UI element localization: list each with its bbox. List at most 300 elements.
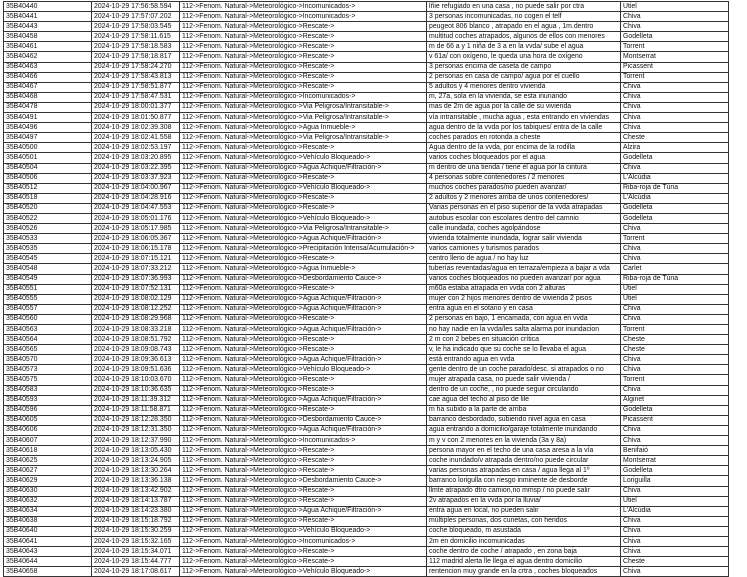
table-row: [4, 557, 729, 567]
incident-type-cell: 112->Fenom. Natural->Meteorológico->Rescate->: [180, 143, 427, 153]
table-row: [4, 234, 729, 244]
timestamp-cell: 2024-10-29 18:09:51.636: [92, 365, 180, 375]
table-row: [4, 436, 729, 446]
municipality-cell: Riba-roja de Túria: [621, 274, 729, 284]
timestamp-cell: 2024-10-29 18:13:05.430: [92, 446, 180, 456]
municipality-cell: Utiel: [621, 294, 729, 304]
incident-type-cell: 112->Fenom. Natural->Meteorológico->Via Peligrosa/Intransitable->: [180, 133, 427, 143]
table-row: [4, 375, 729, 385]
incident-id-cell: 35B40548: [4, 264, 92, 274]
description-cell: entra agua en el sotano y en casa: [427, 304, 621, 314]
timestamp-cell: 2024-10-29 18:08:02.129: [92, 294, 180, 304]
incident-id-cell: 35B40462: [4, 52, 92, 62]
timestamp-cell: 2024-10-29 18:12:31.350: [92, 425, 180, 435]
description-cell: coche inundado/v atrapada dentro/no puede circular: [427, 456, 621, 466]
table-row: [4, 395, 729, 405]
description-cell: mujer atrapada casa, no puede salir vivienda /: [427, 375, 621, 385]
timestamp-cell: 2024-10-29 17:58:18.817: [92, 52, 180, 62]
timestamp-cell: 2024-10-29 18:17:08.617: [92, 567, 180, 577]
timestamp-cell: 2024-10-29 18:08:12.252: [92, 304, 180, 314]
timestamp-cell: 2024-10-29 18:04:28.916: [92, 193, 180, 203]
table-row: [4, 567, 729, 577]
municipality-cell: Riba-roja de Túria: [621, 183, 729, 193]
municipality-cell: L'Alcúdia: [621, 173, 729, 183]
description-cell: calle inundada, coches agolpándose: [427, 224, 621, 234]
municipality-cell: Chiva: [621, 82, 729, 92]
description-cell: tuberías reventadas/agua en terraza/empieza a bajar a vda: [427, 264, 621, 274]
table-row: [4, 304, 729, 314]
incident-type-cell: 112->Fenom. Natural->Meteorológico->Incomunicados->: [180, 92, 427, 102]
incident-type-cell: 112->Fenom. Natural->Meteorológico->Rescate->: [180, 466, 427, 476]
timestamp-cell: 2024-10-29 18:02:53.197: [92, 143, 180, 153]
timestamp-cell: 2024-10-29 18:15:30.259: [92, 526, 180, 536]
table-row: [4, 446, 729, 456]
incident-id-cell: 35B40512: [4, 183, 92, 193]
description-cell: 2 personas en bajo, 1 encamada, con agua en vvda: [427, 314, 621, 324]
municipality-cell: Cheste: [621, 335, 729, 345]
incident-id-cell: 35B40526: [4, 224, 92, 234]
timestamp-cell: 2024-10-29 18:03:37.923: [92, 173, 180, 183]
table-row: [4, 213, 729, 223]
description-cell: mujer con 2 hijos menores dentro de vivienda 2 pisos: [427, 294, 621, 304]
municipality-cell: Chiva: [621, 102, 729, 112]
timestamp-cell: 2024-10-29 18:04:47.553: [92, 203, 180, 213]
timestamp-cell: 2024-10-29 18:09:08.743: [92, 345, 180, 355]
municipality-cell: Chiva: [621, 254, 729, 264]
incident-type-cell: 112->Fenom. Natural->Meteorológico->Rescate->: [180, 42, 427, 52]
timestamp-cell: 2024-10-29 18:03:20.895: [92, 153, 180, 163]
municipality-cell: Godelleta: [621, 466, 729, 476]
municipality-cell: Chiva: [621, 304, 729, 314]
municipality-cell: Chiva: [621, 12, 729, 22]
table-row: [4, 405, 729, 415]
incident-type-cell: 112->Fenom. Natural->Meteorológico->Rescate->: [180, 385, 427, 395]
description-cell: vía intransitable , mucha agua , esta entrando en viviendas: [427, 113, 621, 123]
incident-id-cell: 35B40501: [4, 153, 92, 163]
description-cell: muchos coches parados/no pueden avanzar/: [427, 183, 621, 193]
table-row: [4, 314, 729, 324]
incident-id-cell: 35B40549: [4, 274, 92, 284]
incident-type-cell: 112->Fenom. Natural->Meteorológico->Incomunicados->: [180, 2, 427, 12]
incident-type-cell: 112->Fenom. Natural->Meteorológico->Agua Achique/Filtración->: [180, 506, 427, 516]
incident-id-cell: 35B40629: [4, 476, 92, 486]
incident-id-cell: 35B40605: [4, 415, 92, 425]
municipality-cell: Chiva: [621, 365, 729, 375]
incident-id-cell: 35B40564: [4, 335, 92, 345]
timestamp-cell: 2024-10-29 18:02:41.558: [92, 133, 180, 143]
description-cell: varias personas atrapadas en casa / agua llega al 1º: [427, 466, 621, 476]
incident-id-cell: 35B40518: [4, 193, 92, 203]
incident-type-cell: 112->Fenom. Natural->Meteorológico->Vehículo Bloqueado->: [180, 213, 427, 223]
municipality-cell: Utiel: [621, 284, 729, 294]
municipality-cell: Godelleta: [621, 213, 729, 223]
incident-id-cell: 35B40461: [4, 42, 92, 52]
table-row: [4, 12, 729, 22]
timestamp-cell: 2024-10-29 18:06:05.367: [92, 234, 180, 244]
timestamp-cell: 2024-10-29 18:02:39.308: [92, 123, 180, 133]
incident-type-cell: 112->Fenom. Natural->Meteorológico->Rescate->: [180, 456, 427, 466]
timestamp-cell: 2024-10-29 18:03:22.395: [92, 163, 180, 173]
table-row: [4, 173, 729, 183]
table-row: [4, 224, 729, 234]
timestamp-cell: 2024-10-29 18:07:36.993: [92, 274, 180, 284]
description-cell: m ha subido a la parte de arriba: [427, 405, 621, 415]
incident-id-cell: 35B40497: [4, 133, 92, 143]
incident-id-cell: 35B40593: [4, 395, 92, 405]
incident-type-cell: 112->Fenom. Natural->Meteorológico->Rescate->: [180, 345, 427, 355]
description-cell: agua dentro de la vvda por los tabiques/ entra de la calle: [427, 123, 621, 133]
municipality-cell: Alginet: [621, 395, 729, 405]
incident-id-cell: 35B40478: [4, 102, 92, 112]
incident-type-cell: 112->Fenom. Natural->Meteorológico->Rescate->: [180, 446, 427, 456]
description-cell: centro lleno de agua / no hay luz: [427, 254, 621, 264]
timestamp-cell: 2024-10-29 18:10:03.670: [92, 375, 180, 385]
table-row: [4, 254, 729, 264]
municipality-cell: L'Alcúdia: [621, 193, 729, 203]
timestamp-cell: 2024-10-29 18:09:36.613: [92, 355, 180, 365]
description-cell: mas de 2m de agua por la calle de su vivienda: [427, 102, 621, 112]
description-cell: agua entrando a domicilio/garaje totalmente inundando: [427, 425, 621, 435]
table-row: [4, 355, 729, 365]
incident-type-cell: 112->Fenom. Natural->Meteorológico->Agua Achique/Filtración->: [180, 294, 427, 304]
municipality-cell: Torrent: [621, 42, 729, 52]
description-cell: coche dentro de coche / atrapado , en zona baja: [427, 547, 621, 557]
table-row: [4, 345, 729, 355]
timestamp-cell: 2024-10-29 18:15:44.777: [92, 557, 180, 567]
incident-id-cell: 35B40443: [4, 22, 92, 32]
timestamp-cell: 2024-10-29 18:11:39.312: [92, 395, 180, 405]
timestamp-cell: 2024-10-29 18:10:36.635: [92, 385, 180, 395]
table-row: [4, 244, 729, 254]
timestamp-cell: 2024-10-29 17:58:51.877: [92, 82, 180, 92]
incident-id-cell: 35B40458: [4, 32, 92, 42]
table-row: [4, 516, 729, 526]
incident-type-cell: 112->Fenom. Natural->Meteorológico->Vehículo Bloqueado->: [180, 567, 427, 577]
municipality-cell: Chiva: [621, 567, 729, 577]
description-cell: m y v con 2 menores en la vivienda (3a y 8a): [427, 436, 621, 446]
table-row: [4, 82, 729, 92]
table-row: [4, 335, 729, 345]
incident-id-cell: 35B40565: [4, 345, 92, 355]
description-cell: 2 m con 2 bebes en situación crítica: [427, 335, 621, 345]
municipality-cell: Chiva: [621, 516, 729, 526]
description-cell: rentencion muy grande en la crtra , coches bloqueados: [427, 567, 621, 577]
description-cell: barranco lorigulla con riesgo inminente de desborde: [427, 476, 621, 486]
table-row: [4, 536, 729, 546]
description-cell: peugeot 806 blanco , atrapado en el agua , 1m.dentro: [427, 22, 621, 32]
municipality-cell: Torrent: [621, 72, 729, 82]
incident-id-cell: 35B40632: [4, 496, 92, 506]
municipality-cell: Loriguilla: [621, 476, 729, 486]
incident-type-cell: 112->Fenom. Natural->Meteorológico->Rescate->: [180, 193, 427, 203]
incident-id-cell: 35B40463: [4, 62, 92, 72]
incident-type-cell: 112->Fenom. Natural->Meteorológico->Rescate->: [180, 62, 427, 72]
timestamp-cell: 2024-10-29 18:15:18.792: [92, 516, 180, 526]
municipality-cell: Chiva: [621, 355, 729, 365]
timestamp-cell: 2024-10-29 18:00:01.377: [92, 102, 180, 112]
incident-id-cell: 35B40618: [4, 446, 92, 456]
incident-type-cell: 112->Fenom. Natural->Meteorológico->Rescate->: [180, 516, 427, 526]
timestamp-cell: 2024-10-29 18:01:50.877: [92, 113, 180, 123]
description-cell: v, le ha indicado que su coche se lo llevaba el agua: [427, 345, 621, 355]
table-row: [4, 284, 729, 294]
timestamp-cell: 2024-10-29 17:58:24.270: [92, 62, 180, 72]
timestamp-cell: 2024-10-29 18:14:23.380: [92, 506, 180, 516]
timestamp-cell: 2024-10-29 18:05:01.176: [92, 213, 180, 223]
incident-id-cell: 35B40533: [4, 234, 92, 244]
description-cell: 2m en domicilio incomunicadas: [427, 536, 621, 546]
description-cell: lñie refugiado en una casa , no puede salir por ctra: [427, 2, 621, 12]
municipality-cell: L'Alcúdia: [621, 506, 729, 516]
incident-id-cell: 35B40535: [4, 244, 92, 254]
description-cell: m de 66 a y 1 niña de 3 a en la vvda/ sube el agua: [427, 42, 621, 52]
municipality-cell: Chiva: [621, 385, 729, 395]
incident-type-cell: 112->Fenom. Natural->Meteorológico->Rescate->: [180, 254, 427, 264]
incident-type-cell: 112->Fenom. Natural->Meteorológico->Vehículo Bloqueado->: [180, 526, 427, 536]
timestamp-cell: 2024-10-29 18:04:00.967: [92, 183, 180, 193]
incident-id-cell: 35B40467: [4, 82, 92, 92]
table-row: [4, 476, 729, 486]
incident-table: [3, 1, 729, 577]
table-row: [4, 163, 729, 173]
municipality-cell: Godelleta: [621, 153, 729, 163]
incident-id-cell: 35B40583: [4, 385, 92, 395]
description-cell: no hay nadie en la vvda/les salta alarma por inundacion: [427, 325, 621, 335]
incident-type-cell: 112->Fenom. Natural->Meteorológico->Via Peligrosa/Intransitable->: [180, 102, 427, 112]
table-row: [4, 425, 729, 435]
timestamp-cell: 2024-10-29 18:13:42.902: [92, 486, 180, 496]
incident-table-body: [4, 2, 729, 577]
description-cell: múltiples personas, dos cunetas, con heridos: [427, 516, 621, 526]
timestamp-cell: 2024-10-29 18:12:28.350: [92, 415, 180, 425]
incident-type-cell: 112->Fenom. Natural->Meteorológico->Rescate->: [180, 486, 427, 496]
incident-id-cell: 35B40466: [4, 72, 92, 82]
incident-type-cell: 112->Fenom. Natural->Meteorológico->Vehículo Bloqueado->: [180, 183, 427, 193]
table-row: [4, 547, 729, 557]
description-cell: m dentro de una tienda / tiene el agua por la cintura: [427, 163, 621, 173]
table-row: [4, 486, 729, 496]
timestamp-cell: 2024-10-29 18:13:30.264: [92, 466, 180, 476]
municipality-cell: Torrent: [621, 375, 729, 385]
description-cell: vivienda totalmente inundada, lograr salir vivienda: [427, 234, 621, 244]
table-row: [4, 365, 729, 375]
municipality-cell: Godelleta: [621, 203, 729, 213]
incident-type-cell: 112->Fenom. Natural->Meteorológico->Agua Achique/Filtración->: [180, 325, 427, 335]
incident-id-cell: 35B40570: [4, 355, 92, 365]
incident-id-cell: 35B40596: [4, 405, 92, 415]
incident-id-cell: 35B40640: [4, 526, 92, 536]
description-cell: 3 personas encima de caseta de campo: [427, 62, 621, 72]
incident-type-cell: 112->Fenom. Natural->Meteorológico->Rescate->: [180, 314, 427, 324]
description-cell: multitud coches atrapados, algunos de ellos con menores: [427, 32, 621, 42]
timestamp-cell: 2024-10-29 18:12:37.990: [92, 436, 180, 446]
table-row: [4, 526, 729, 536]
incident-type-cell: 112->Fenom. Natural->Meteorológico->Rescate->: [180, 284, 427, 294]
description-cell: persona mayor en el techo de una casa aresa a la vía: [427, 446, 621, 456]
table-row: [4, 2, 729, 12]
description-cell: 112 madrid alerta lle llega el agua dentro domicilio: [427, 557, 621, 567]
table-row: [4, 22, 729, 32]
incident-id-cell: 35B40520: [4, 203, 92, 213]
table-row: [4, 42, 729, 52]
description-cell: varios camiones y turismos parados: [427, 244, 621, 254]
incident-type-cell: 112->Fenom. Natural->Meteorológico->Desbordamiento Cauce->: [180, 274, 427, 284]
municipality-cell: Godelleta: [621, 405, 729, 415]
table-row: [4, 52, 729, 62]
incident-type-cell: 112->Fenom. Natural->Meteorológico->Agua Achique/Filtración->: [180, 425, 427, 435]
incident-id-cell: 35B40557: [4, 304, 92, 314]
incident-id-cell: 35B40504: [4, 163, 92, 173]
table-row: [4, 264, 729, 274]
incident-type-cell: 112->Fenom. Natural->Meteorológico->Incomunicados->: [180, 12, 427, 22]
municipality-cell: Chiva: [621, 244, 729, 254]
description-cell: varios coches bloqueados por el agua: [427, 153, 621, 163]
municipality-cell: Cheste: [621, 557, 729, 567]
incident-type-cell: 112->Fenom. Natural->Meteorológico->Agua Inmueble->: [180, 123, 427, 133]
table-row: [4, 123, 729, 133]
municipality-cell: Godelleta: [621, 32, 729, 42]
municipality-cell: Chiva: [621, 314, 729, 324]
table-row: [4, 102, 729, 112]
description-cell: m, 27a, sola en la vivienda, se esta inunando: [427, 92, 621, 102]
incident-type-cell: 112->Fenom. Natural->Meteorológico->Agua Achique/Filtración->: [180, 163, 427, 173]
table-row: [4, 325, 729, 335]
description-cell: coche bloqueado, m asustada: [427, 526, 621, 536]
incident-type-cell: 112->Fenom. Natural->Meteorológico->Rescate->: [180, 335, 427, 345]
description-cell: autobus escolar con escolares dentro del camnio: [427, 213, 621, 223]
table-row: [4, 385, 729, 395]
timestamp-cell: 2024-10-29 18:13:36.138: [92, 476, 180, 486]
incident-type-cell: 112->Fenom. Natural->Meteorológico->Vehículo Bloqueado->: [180, 365, 427, 375]
municipality-cell: Utiel: [621, 2, 729, 12]
incident-id-cell: 35B40545: [4, 254, 92, 264]
incident-id-cell: 35B40607: [4, 436, 92, 446]
incident-type-cell: 112->Fenom. Natural->Meteorológico->Desbordamiento Cauce->: [180, 476, 427, 486]
municipality-cell: Benifaió: [621, 446, 729, 456]
municipality-cell: Carlet: [621, 264, 729, 274]
table-row: [4, 113, 729, 123]
timestamp-cell: 2024-10-29 18:07:33.212: [92, 264, 180, 274]
incident-type-cell: 112->Fenom. Natural->Meteorológico->Rescate->: [180, 52, 427, 62]
incident-id-cell: 35B40551: [4, 284, 92, 294]
incident-id-cell: 35B40638: [4, 516, 92, 526]
incident-id-cell: 35B40634: [4, 506, 92, 516]
table-row: [4, 32, 729, 42]
municipality-cell: Chiva: [621, 224, 729, 234]
description-cell: está entrando agua en vvda: [427, 355, 621, 365]
table-row: [4, 193, 729, 203]
timestamp-cell: 2024-10-29 18:06:15.178: [92, 244, 180, 254]
incident-type-cell: 112->Fenom. Natural->Meteorológico->Via Peligrosa/Intransitable->: [180, 113, 427, 123]
timestamp-cell: 2024-10-29 17:56:58.594: [92, 2, 180, 12]
description-cell: cae agua del techo al piso de lile: [427, 395, 621, 405]
description-cell: m60a estaba atrapada en vvda con 2 alturas: [427, 284, 621, 294]
table-row: [4, 72, 729, 82]
description-cell: 2 personas en casa de campo/ agua por el cuello: [427, 72, 621, 82]
description-cell: 3 personas incomunicadas, no cogen el telf: [427, 12, 621, 22]
incident-id-cell: 35B40506: [4, 173, 92, 183]
incident-id-cell: 35B40468: [4, 92, 92, 102]
municipality-cell: Montserrat: [621, 52, 729, 62]
description-cell: coches parados en rotonda a cheste: [427, 133, 621, 143]
table-row: [4, 143, 729, 153]
municipality-cell: Torrent: [621, 325, 729, 335]
municipality-cell: Montserrat: [621, 456, 729, 466]
municipality-cell: Cheste: [621, 133, 729, 143]
municipality-cell: Chiva: [621, 486, 729, 496]
incident-type-cell: 112->Fenom. Natural->Meteorológico->Rescate->: [180, 405, 427, 415]
municipality-cell: Picassent: [621, 415, 729, 425]
description-cell: dentro de un coche, , no puede seguir circulando: [427, 385, 621, 395]
incident-id-cell: 35B40440: [4, 2, 92, 12]
description-cell: 5 adultos y 4 menores dentro vivienda: [427, 82, 621, 92]
table-row: [4, 294, 729, 304]
incident-id-cell: 35B40627: [4, 466, 92, 476]
municipality-cell: Torrent: [621, 234, 729, 244]
incident-id-cell: 35B40641: [4, 536, 92, 546]
timestamp-cell: 2024-10-29 17:58:43.813: [92, 72, 180, 82]
description-cell: 4 personas sobre contenedores / 2 menores: [427, 173, 621, 183]
incident-id-cell: 35B40555: [4, 294, 92, 304]
table-row: [4, 203, 729, 213]
table-row: [4, 62, 729, 72]
timestamp-cell: 2024-10-29 18:08:29.968: [92, 314, 180, 324]
incident-type-cell: 112->Fenom. Natural->Meteorológico->Rescate->: [180, 22, 427, 32]
timestamp-cell: 2024-10-29 18:08:51.792: [92, 335, 180, 345]
table-row: [4, 456, 729, 466]
table-row: [4, 466, 729, 476]
description-cell: varios coches bloqueados no pueden avanzar/ por agua: [427, 274, 621, 284]
incident-type-cell: 112->Fenom. Natural->Meteorológico->Incomunicados->: [180, 436, 427, 446]
incident-id-cell: 35B40625: [4, 456, 92, 466]
table-row: [4, 133, 729, 143]
incident-id-cell: 35B40658: [4, 567, 92, 577]
description-cell: Agua dentro de la vvda, por encima de la rodilla: [427, 143, 621, 153]
table-row: [4, 92, 729, 102]
incident-id-cell: 35B40573: [4, 365, 92, 375]
incident-id-cell: 35B40606: [4, 425, 92, 435]
incident-id-cell: 35B40560: [4, 314, 92, 324]
table-row: [4, 183, 729, 193]
incident-id-cell: 35B40496: [4, 123, 92, 133]
timestamp-cell: 2024-10-29 17:58:47.531: [92, 92, 180, 102]
timestamp-cell: 2024-10-29 17:57:07.202: [92, 12, 180, 22]
description-cell: 2v atrapados en la vvda por la lluvia/: [427, 496, 621, 506]
timestamp-cell: 2024-10-29 18:14:13.787: [92, 496, 180, 506]
timestamp-cell: 2024-10-29 18:07:52.131: [92, 284, 180, 294]
incident-type-cell: 112->Fenom. Natural->Meteorológico->Rescate->: [180, 375, 427, 385]
municipality-cell: Chiva: [621, 92, 729, 102]
description-cell: llmte atrapado dtro camion,no mmsp / no puede salir: [427, 486, 621, 496]
incident-id-cell: 35B40500: [4, 143, 92, 153]
incident-type-cell: 112->Fenom. Natural->Meteorológico->Rescate->: [180, 557, 427, 567]
incident-type-cell: 112->Fenom. Natural->Meteorológico->Rescate->: [180, 82, 427, 92]
municipality-cell: Picassent: [621, 62, 729, 72]
municipality-cell: Chiva: [621, 425, 729, 435]
description-cell: v 61a/ con oxígeno, le queda una hora de oxígeno: [427, 52, 621, 62]
description-cell: gente dentro de un coche parado/desc. si atrapados o no: [427, 365, 621, 375]
table-row: [4, 496, 729, 506]
incident-type-cell: 112->Fenom. Natural->Meteorológico->Incomunicados->: [180, 536, 427, 546]
timestamp-cell: 2024-10-29 18:13:24.905: [92, 456, 180, 466]
incident-type-cell: 112->Fenom. Natural->Meteorológico->Agua Achique/Filtración->: [180, 304, 427, 314]
timestamp-cell: 2024-10-29 18:11:58.871: [92, 405, 180, 415]
table-row: [4, 274, 729, 284]
incident-id-cell: 35B40522: [4, 213, 92, 223]
timestamp-cell: 2024-10-29 17:58:03.545: [92, 22, 180, 32]
incident-id-cell: 35B40491: [4, 113, 92, 123]
incident-id-cell: 35B40441: [4, 12, 92, 22]
